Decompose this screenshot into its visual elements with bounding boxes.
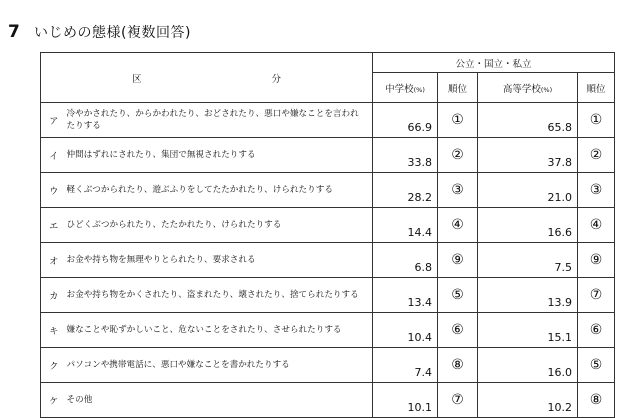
- hs-rank: ②: [578, 138, 615, 173]
- row-letter: カ: [41, 278, 67, 313]
- table-row: [41, 173, 615, 208]
- kubun-header-left: 区: [131, 73, 142, 85]
- jhs-rank: ⑦: [438, 383, 478, 418]
- jhs-rank: ③: [438, 173, 478, 208]
- jhs-rank: ⑨: [438, 243, 478, 278]
- section-number: 7: [8, 22, 20, 42]
- hs-percent: 7.5: [478, 243, 578, 278]
- row-letter: イ: [41, 138, 67, 173]
- row-description: その他: [67, 383, 373, 418]
- table-row: [41, 138, 615, 173]
- table-row: [41, 208, 615, 243]
- hs-percent: 21.0: [478, 173, 578, 208]
- jhs-rank: ⑤: [438, 278, 478, 313]
- group-header: 公立・国立・私立: [373, 53, 615, 73]
- hs-header-label: 高等学校: [502, 83, 541, 95]
- jhs-rank: ①: [438, 103, 478, 138]
- row-letter: エ: [41, 208, 67, 243]
- row-description: お金や持ち物を無理やりとられたり、要求される: [67, 243, 373, 278]
- hs-percent: 15.1: [478, 313, 578, 348]
- row-description: パソコンや携帯電話に、悪口や嫌なことを書かれたりする: [67, 348, 373, 383]
- hs-rank: ①: [578, 103, 615, 138]
- jhs-header-unit: (%): [413, 85, 425, 94]
- jhs-percent: 10.1: [373, 383, 438, 418]
- table-row: [41, 348, 615, 383]
- row-letter: オ: [41, 243, 67, 278]
- jhs-header: [373, 73, 438, 103]
- jhs-percent: 66.9: [373, 103, 438, 138]
- row-letter: ア: [41, 103, 67, 138]
- hs-percent: 13.9: [478, 278, 578, 313]
- hs-rank: ④: [578, 208, 615, 243]
- row-letter: キ: [41, 313, 67, 348]
- table-row: [41, 278, 615, 313]
- hs-rank: ⑥: [578, 313, 615, 348]
- hs-rank: ⑨: [578, 243, 615, 278]
- jhs-percent: 14.4: [373, 208, 438, 243]
- table-row: [41, 243, 615, 278]
- hs-percent: 16.0: [478, 348, 578, 383]
- jhs-rank: ⑧: [438, 348, 478, 383]
- hs-rank-header: 順位: [578, 73, 615, 103]
- row-description: 仲間はずれにされたり、集団で無視されたりする: [67, 138, 373, 173]
- row-description: 嫌なことや恥ずかしいこと、危ないことをされたり、させられたりする: [67, 313, 373, 348]
- jhs-rank-header: 順位: [438, 73, 478, 103]
- jhs-percent: 10.4: [373, 313, 438, 348]
- jhs-percent: 28.2: [373, 173, 438, 208]
- kubun-header: [41, 53, 373, 103]
- hs-rank: ⑧: [578, 383, 615, 418]
- table-row: [41, 383, 615, 418]
- section-heading: [8, 22, 191, 46]
- row-description: ひどくぶつかられたり、たたかれたり、けられたりする: [67, 208, 373, 243]
- row-letter: ケ: [41, 383, 67, 418]
- jhs-rank: ②: [438, 138, 478, 173]
- jhs-header-label: 中学校: [385, 83, 414, 95]
- hs-header-unit: (%): [540, 85, 553, 94]
- row-description: 冷やかされたり、からかわれたり、おどされたり、悪口や嫌なことを言われたりする: [67, 103, 373, 138]
- section-title: いじめの態様(複数回答): [34, 25, 191, 41]
- hs-percent: 16.6: [478, 208, 578, 243]
- hs-rank: ⑦: [578, 278, 615, 313]
- kubun-header-right: 分: [271, 73, 282, 85]
- jhs-percent: 6.8: [373, 243, 438, 278]
- table-row: [41, 103, 615, 138]
- hs-header: [478, 73, 578, 103]
- jhs-rank: ④: [438, 208, 478, 243]
- hs-percent: 65.8: [478, 103, 578, 138]
- table-row: [41, 313, 615, 348]
- bullying-types-table: [40, 52, 615, 418]
- row-letter: ク: [41, 348, 67, 383]
- row-description: お金や持ち物をかくされたり、盗まれたり、壊されたり、捨てられたりする: [67, 278, 373, 313]
- row-letter: ウ: [41, 173, 67, 208]
- row-description: 軽くぶつかられたり、遊ぶふりをしてたたかれたり、けられたりする: [67, 173, 373, 208]
- hs-rank: ⑤: [578, 348, 615, 383]
- hs-rank: ③: [578, 173, 615, 208]
- jhs-rank: ⑥: [438, 313, 478, 348]
- jhs-percent: 7.4: [373, 348, 438, 383]
- jhs-percent: 13.4: [373, 278, 438, 313]
- hs-percent: 10.2: [478, 383, 578, 418]
- hs-percent: 37.8: [478, 138, 578, 173]
- jhs-percent: 33.8: [373, 138, 438, 173]
